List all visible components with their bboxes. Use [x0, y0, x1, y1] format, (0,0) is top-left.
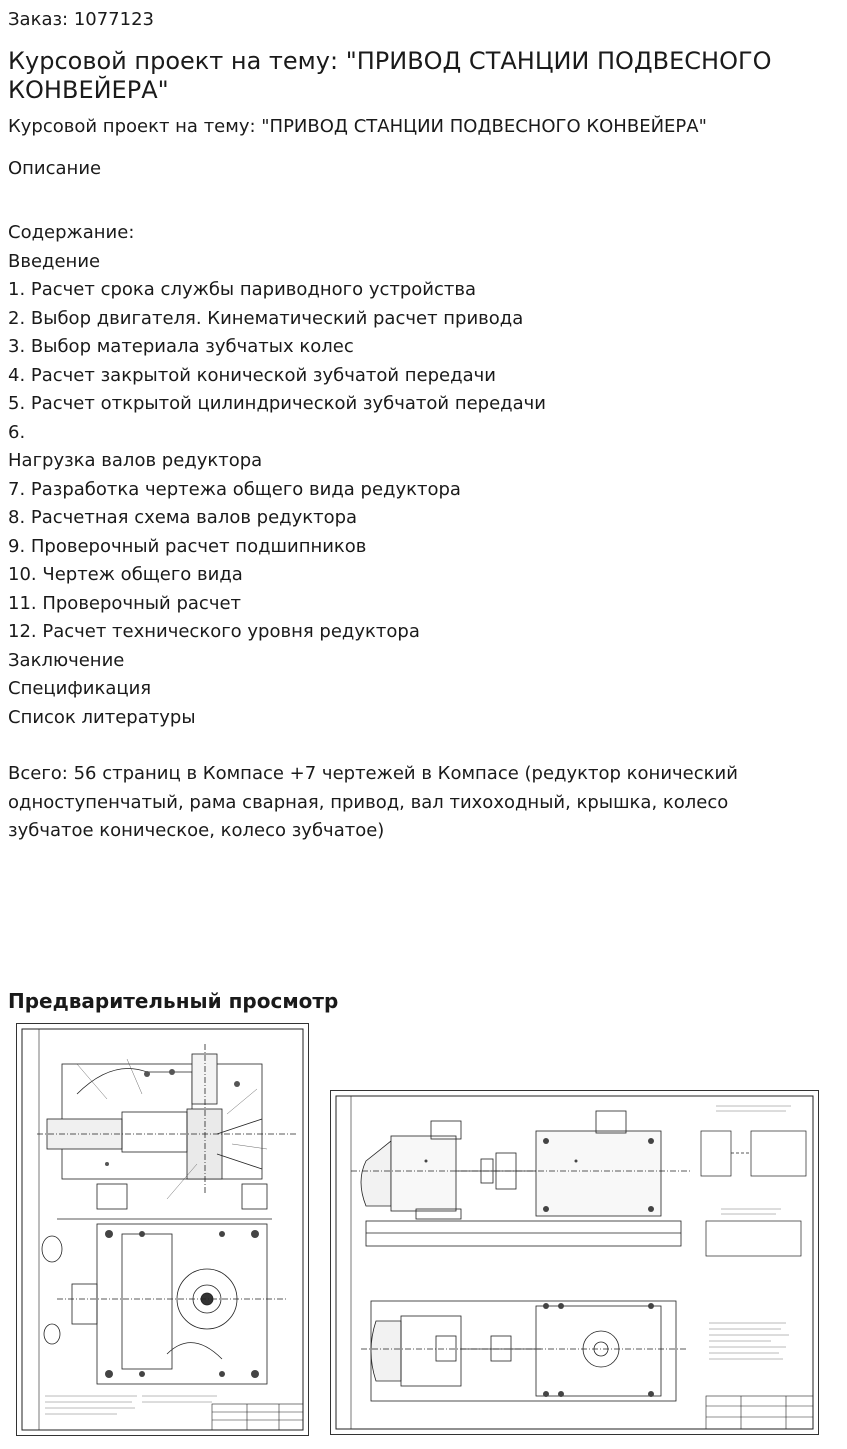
contents-list: [8, 219, 546, 732]
contents-item: 8. Расчетная схема валов редуктора: [8, 507, 358, 528]
contents-item: 1. Расчет срока службы париводного устройства: [8, 279, 477, 300]
total-summary: Всего: 56 страниц в Компасе +7 чертежей в Компасе (редуктор конический одноступенчатый, рама сварная, привод, вал тихоходный, крышка, колесо зубчатое коническое, колесо зубчатое): [8, 763, 738, 841]
page-title: Курсовой проект на тему: "ПРИВОД СТАНЦИИ ПОДВЕСНОГО КОНВЕЙЕРА": [8, 47, 772, 104]
contents-item: 10. Чертеж общего вида: [8, 564, 243, 585]
contents-item: 7. Разработка чертежа общего вида редуктора: [8, 478, 461, 500]
contents-item: 6.: [8, 421, 26, 443]
description-label: Описание: [8, 158, 102, 179]
contents-item: Содержание:: [8, 222, 135, 243]
contents-item: 5. Расчет открытой цилиндрической зубчатой передачи: [8, 393, 546, 414]
subtitle: Курсовой проект на тему: "ПРИВОД СТАНЦИИ ПОДВЕСНОГО КОНВЕЙЕРА": [8, 116, 707, 137]
contents-item: 11. Проверочный расчет: [8, 592, 242, 614]
contents-item: Спецификация: [8, 678, 152, 699]
contents-item: Нагрузка валов редуктора: [8, 450, 263, 471]
contents-item: 4. Расчет закрытой конической зубчатой передачи: [8, 364, 496, 386]
preview-thumbnail-reducer-drawing[interactable]: [16, 1023, 309, 1436]
contents-item: 2. Выбор двигателя. Кинематический расчет привода: [8, 307, 524, 329]
order-number: Заказ: 1077123: [8, 9, 154, 30]
contents-item: Введение: [8, 250, 101, 272]
contents-item: Заключение: [8, 649, 125, 671]
preview-thumbnail-drive-drawing[interactable]: [330, 1090, 819, 1435]
preview-heading: Предварительный просмотр: [8, 989, 339, 1013]
contents-item: Список литературы: [8, 706, 196, 728]
reducer-drawing-image: [17, 1024, 308, 1435]
contents-item: 9. Проверочный расчет подшипников: [8, 535, 367, 557]
drive-drawing-image: [331, 1091, 818, 1434]
contents-item: 12. Расчет технического уровня редуктора: [8, 621, 420, 642]
contents-item: 3. Выбор материала зубчатых колес: [8, 336, 354, 357]
